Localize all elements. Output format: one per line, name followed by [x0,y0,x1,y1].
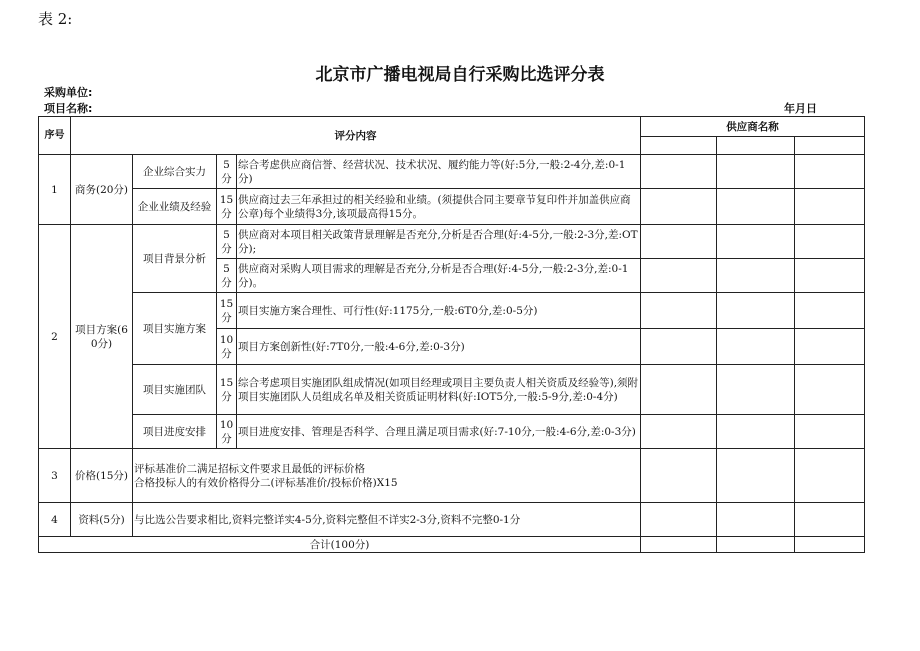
suppliers-header: 供应商名称 [641,117,865,137]
item-desc: 综合考虑供应商信誉、经营状况、技术状况、履约能力等(好:5分,一般:2-4分,差:0-1分) [237,155,641,189]
document-title: 北京市广播电视局自行采购比选评分表 [315,65,605,85]
section-name: 商务(20分) [71,155,133,225]
table-number: 表 2: [38,10,73,28]
supplier-cell [795,137,865,155]
project-label: 项目名称: [44,102,93,115]
sub-item: 项目背景分析 [133,225,217,293]
scoring-table [38,116,865,553]
table-row [39,293,865,329]
table-row [39,503,865,537]
item-desc: 项目方案创新性(好:7T0分,一般:4-6分,差:0-3分) [237,329,641,365]
section-desc: 评标基准价二满足招标文件要求且最低的评标价格 合格投标人的有效价格得分二(评标基准价/投标价格)X15 [133,449,641,503]
section-seq: 3 [39,449,71,503]
section-name: 资料(5分) [71,503,133,537]
sub-item: 企业业绩及经验 [133,189,217,225]
sub-item: 项目进度安排 [133,415,217,449]
item-desc: 供应商对本项目相关政策背景理解是否充分,分析是否合理(好:4-5分,一般:2-3分,差:OT分); [237,225,641,259]
item-score: 10分 [217,329,237,365]
table-row [39,225,865,259]
header-row [39,117,865,137]
sub-item: 项目实施团队 [133,365,217,415]
section-seq: 2 [39,225,71,449]
table-row [39,189,865,225]
table-row [39,365,865,415]
item-score: 5分 [217,155,237,189]
item-score: 15分 [217,189,237,225]
content-header: 评分内容 [71,117,641,155]
section-name: 项目方案(60分) [71,225,133,449]
item-score: 15分 [217,365,237,415]
supplier-cell [641,137,717,155]
supplier-cell [717,137,795,155]
item-score: 5分 [217,259,237,293]
item-score: 15分 [217,293,237,329]
item-desc: 项目实施方案合理性、可行性(好:1175分,一般:6T0分,差:0-5分) [237,293,641,329]
sub-item: 项目实施方案 [133,293,217,365]
section-desc: 与比选公告要求相比,资料完整详实4-5分,资料完整但不详实2-3分,资料不完整0-1分 [133,503,641,537]
seq-header: 序号 [39,117,71,155]
item-desc: 综合考虑项目实施团队组成情况(如项目经理或项目主要负责人相关资质及经验等),须附项目实施团队人员组成名单及相关资质证明材料(好:IOT5分,一般:5-9分,差:0-4分) [237,365,641,415]
section-name: 价格(15分) [71,449,133,503]
table-row [39,415,865,449]
date-label: 年月日 [784,102,817,115]
section-seq: 4 [39,503,71,537]
total-label: 合计(100分) [39,537,641,553]
table-row [39,155,865,189]
item-score: 10分 [217,415,237,449]
sub-item: 企业综合实力 [133,155,217,189]
item-desc: 供应商对采购人项目需求的理解是否充分,分析是否合理(好:4-5分,一般:2-3分,差:0-1分)。 [237,259,641,293]
table-row [39,449,865,503]
item-desc: 项目进度安排、管理是否科学、合理且满足项目需求(好:7-10分,一般:4-6分,差:0-3分) [237,415,641,449]
item-score: 5分 [217,225,237,259]
total-row [39,537,865,553]
buyer-label: 采购单位: [44,86,93,99]
item-desc: 供应商过去三年承担过的相关经验和业绩。(须提供合同主要章节复印件并加盖供应商公章)每个业绩得3分,该项最高得15分。 [237,189,641,225]
section-seq: 1 [39,155,71,225]
